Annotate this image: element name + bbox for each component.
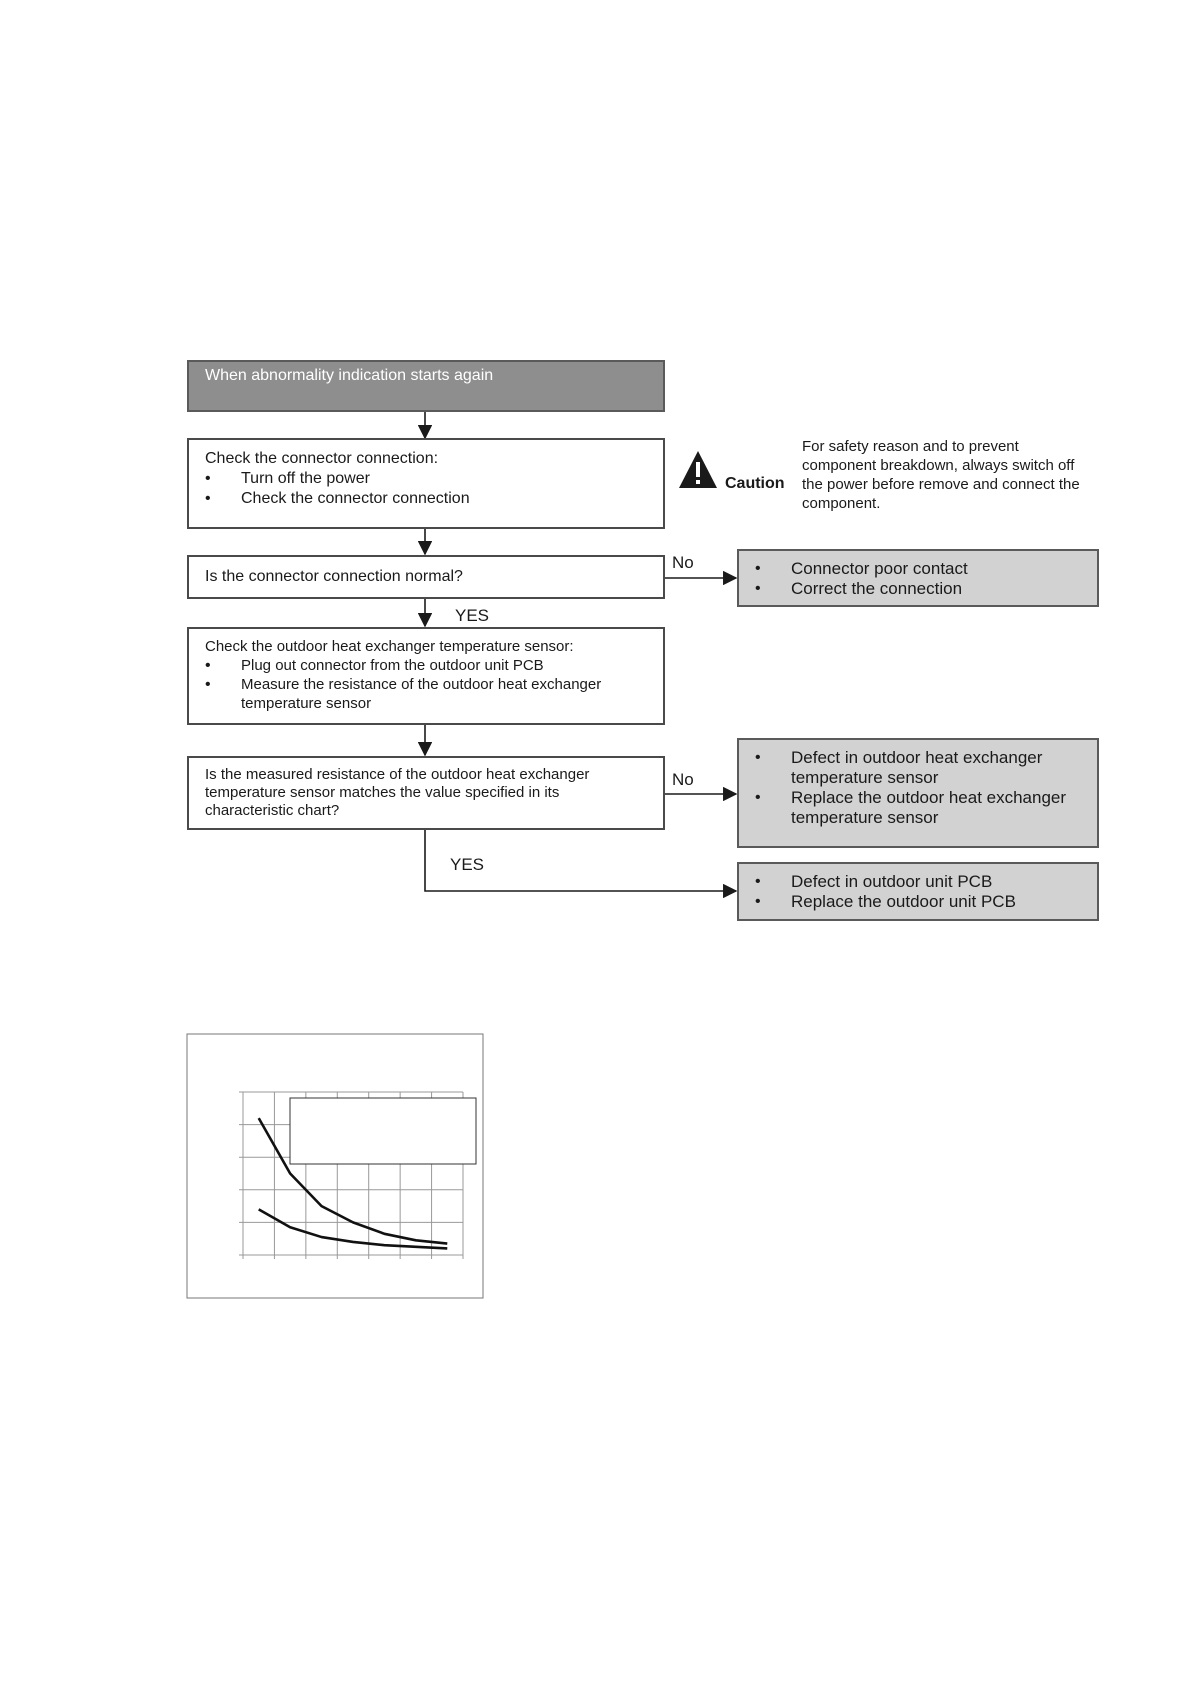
connector-question-text: Is the connector connection normal? [205,568,463,585]
caution-text: For safety reason and to prevent component breakdown, always switch off the power before remove and connect the component. [802,438,1080,512]
start-text: When abnormality indication starts again [205,367,494,384]
resistance-question-text: Is the measured resistance of the outdoor heat exchanger temperature sensor matches the value specified in its characteristic chart? [205,766,590,819]
check-sensor-item: • Measure the resistance of the outdoor heat exchanger temperature sensor [205,675,647,713]
caution-label: Caution [725,475,785,492]
check-connector-title: Check the connector connection: [205,450,439,467]
resistance-no-item: • Defect in outdoor heat exchanger temperature sensor [755,748,1081,788]
connector-no-label: No [672,553,694,572]
chart-frame [187,1034,483,1298]
resistance-yes-item: • Defect in outdoor unit PCB [755,872,1081,892]
check-connector-item: • Turn off the power [205,469,647,489]
resistance-yes-label: YES [450,855,485,874]
resistance-no-item: • Replace the outdoor heat exchanger temperature sensor [755,788,1081,828]
resistance-yes-item: • Replace the outdoor unit PCB [755,892,1081,912]
resistance-no-label: No [672,770,694,789]
check-sensor-item: • Plug out connector from the outdoor unit PCB [205,656,647,675]
chart-legend-box [290,1098,476,1164]
check-sensor-title: Check the outdoor heat exchanger temperature sensor: [205,638,574,655]
connector-yes-label: YES [455,606,490,625]
connector-no-item: • Connector poor contact [755,559,1081,579]
connector-no-item: • Correct the connection [755,579,1081,599]
check-connector-item: • Check the connector connection [205,489,647,509]
